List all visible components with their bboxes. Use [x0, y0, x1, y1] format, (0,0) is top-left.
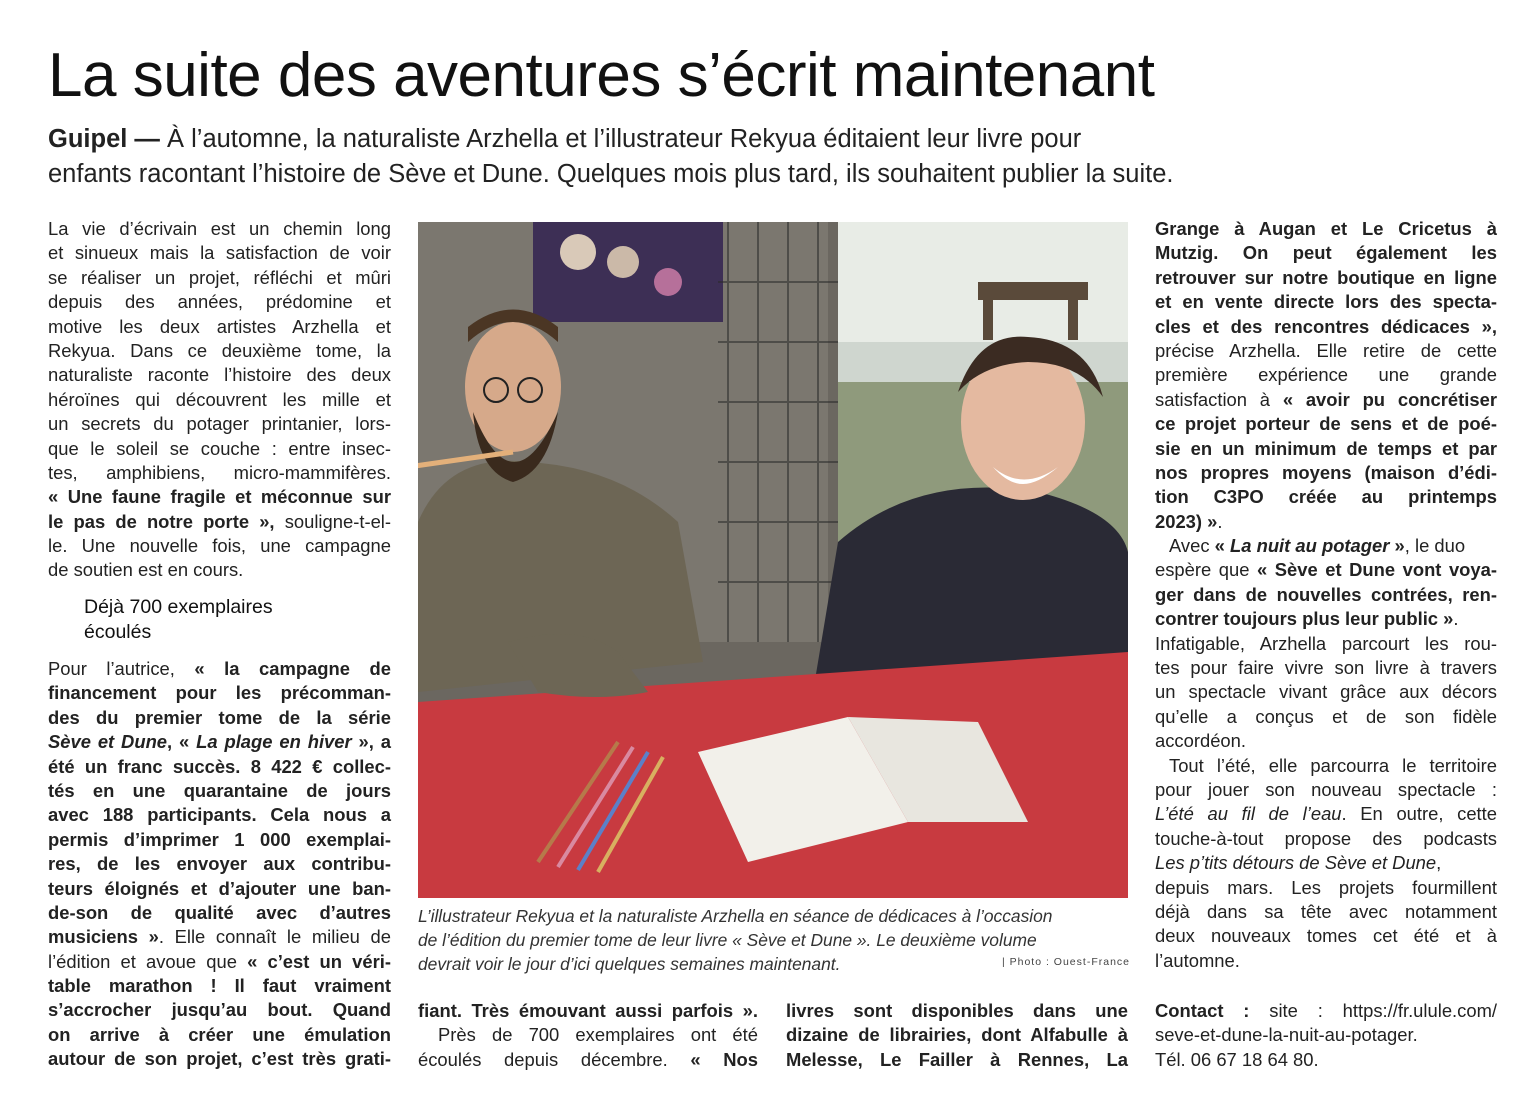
col1-line: de soutien est en cours. — [48, 559, 244, 581]
quote: « Sève et Dune vont voya- — [1256, 559, 1497, 581]
chapeau-line-2: enfants racontant l’histoire de Sève et Dune. Quelques mois plus tard, ils souhaitent publier la suite. — [48, 160, 1174, 188]
chapeau-line-1: À l’automne, la naturaliste Arzhella et l’illustrateur Rekyua éditaient leur livre pour — [159, 125, 1082, 153]
col4-line: accordéon. — [1155, 730, 1246, 752]
quote: fiant. Très émouvant aussi parfois ». — [418, 1000, 758, 1021]
quote: tion C3PO créée au printemps — [1155, 486, 1497, 508]
quote: Melesse, Le Failler à Rennes, La — [786, 1048, 1128, 1070]
quote: « avoir pu concrétiser — [1282, 388, 1497, 410]
col4-text: satisfaction à — [1155, 388, 1283, 410]
quote: retrouver sur notre boutique en ligne — [1155, 266, 1497, 288]
subheading — [84, 595, 384, 645]
quote: ger dans de nouvelles contrées, ren- — [1155, 583, 1497, 605]
col4-line: deux nouveaux tomes cet été et à — [1155, 925, 1497, 947]
col1-line: un secrets du potager printanier, lors- — [48, 413, 391, 435]
quote: livres sont disponibles dans une — [786, 1000, 1128, 1021]
column-1-part-2 — [48, 657, 391, 1072]
book-title: La plage en hiver — [196, 731, 352, 753]
quote: « la campagne de — [194, 658, 392, 679]
photo-credit: | Photo : Ouest-France — [1001, 956, 1130, 968]
quote: Mutzig. On peut également les — [1155, 242, 1497, 264]
quote: s’accrocher jusqu’au bout. Quand — [48, 999, 391, 1021]
quote: et en vente directe lors des specta- — [1155, 291, 1497, 313]
quote: nos propres moyens (maison d’édi- — [1155, 461, 1497, 483]
column-2 — [418, 999, 758, 1072]
col4-line: Tout l’été, elle parcourra le territoire — [1169, 754, 1497, 776]
quote: avec 188 participants. Cela nous a — [48, 804, 391, 826]
photo-illustration — [418, 222, 1128, 898]
col2-text: écoulés depuis décembre. — [418, 1048, 691, 1070]
quote: dizaine de librairies, dont Alfabulle à — [786, 1024, 1128, 1046]
col4-text: , — [1436, 852, 1442, 874]
col1-text: souligne-t-el- — [274, 510, 392, 532]
quote: », a — [351, 731, 391, 753]
caption-line: de l’édition du premier tome de leur livre « Sève et Dune ». Le deuxième volume — [418, 930, 1037, 950]
col1-line: tes, amphibiens, micro-mammifères. — [48, 461, 391, 483]
book-title: La nuit au potager — [1230, 535, 1390, 557]
col1-line: que le soleil se couche : entre insec- — [48, 437, 391, 459]
quote: été un franc succès. 8 422 € collec- — [48, 755, 391, 777]
quote: res, de les envoyer aux contribu- — [48, 853, 391, 875]
quote: contrer toujours plus leur public » — [1155, 608, 1454, 630]
col4-line: l’automne. — [1155, 949, 1240, 971]
contact-url[interactable]: seve-et-dune-la-nuit-au-potager. — [1155, 1024, 1418, 1046]
quote: tés en une quarantaine de jours — [48, 779, 391, 801]
quote: ce projet porteur de sens et de poé- — [1155, 413, 1497, 435]
quote: des du premier tome de la série — [48, 706, 391, 728]
quote: autour de son projet, c’est très grati- — [48, 1048, 391, 1070]
series-title: Sève et Dune — [48, 731, 168, 753]
article-photo — [418, 222, 1128, 898]
col4-text: Avec — [1169, 535, 1215, 557]
col1-line: se réaliser un projet, réfléchi et mûri — [48, 266, 391, 288]
photo-caption — [418, 904, 1130, 976]
column-1 — [48, 217, 391, 583]
col1-line: le. Une nouvelle fois, une campagne — [48, 535, 391, 557]
quote: « — [1214, 535, 1231, 557]
col1-line: motive les deux artistes Arzhella et — [48, 315, 391, 337]
col4-line: un spectacle vivant grâce aux décors — [1155, 681, 1497, 703]
quote: 2023) » — [1155, 510, 1218, 532]
quote: teurs éloignés et d’ajouter une ban- — [48, 877, 391, 899]
quote: permis d’imprimer 1 000 exemplai- — [48, 828, 391, 850]
col4-line: Infatigable, Arzhella parcourt les rou- — [1155, 632, 1497, 654]
col1-line: depuis des années, prédomine et — [48, 291, 391, 313]
col4-text: . — [1453, 608, 1459, 630]
col4-text: . En outre, cette — [1341, 803, 1497, 825]
headline: La suite des aventures s’écrit maintenant — [48, 41, 1155, 110]
chapeau-location: Guipel — — [48, 125, 160, 153]
quote: le pas de notre porte », — [48, 510, 275, 532]
quote: » — [1389, 535, 1405, 557]
col4-line: première expérience une grande — [1155, 364, 1497, 386]
subheading-line: écoulés — [84, 621, 152, 643]
col1-line: naturaliste raconte l’histoire des deux — [48, 364, 391, 386]
chapeau — [48, 122, 1488, 192]
col1-line: héroïnes qui découvrent les mille et — [48, 388, 391, 410]
quote: musiciens » — [48, 926, 159, 948]
podcast-title: Les p’tits détours de Sève et Dune — [1155, 852, 1437, 874]
contact-label: Contact : — [1155, 1000, 1250, 1021]
col1-line: Rekyua. Dans ce deuxième tome, la — [48, 339, 391, 361]
col4-line: tes pour faire vivre son livre à travers — [1155, 657, 1497, 679]
quote: financement pour les précomman- — [48, 682, 391, 704]
column-4 — [1155, 217, 1497, 973]
subheading-line: Déjà 700 exemplaires — [84, 596, 273, 618]
quote: « Nos — [690, 1048, 758, 1070]
col1-text: l’édition et avoue que — [48, 950, 248, 972]
col1-line: et sinueux mais la satisfaction de voir — [48, 242, 391, 264]
col1-text: . Elle connaît le milieu de — [158, 926, 392, 948]
col1-line: La vie d’écrivain est un chemin long — [48, 218, 391, 239]
col2-line: Près de 700 exemplaires ont été — [438, 1024, 758, 1046]
col4-line: déjà dans sa tête avec notamment — [1155, 900, 1497, 922]
caption-line: devrait voir le jour d’ici quelques semaines maintenant. — [418, 954, 841, 974]
quote: « c’est un véri- — [247, 950, 391, 972]
quote: sie en un minimum de temps et par — [1155, 437, 1497, 459]
quote: de-son de qualité avec d’autres — [48, 901, 391, 923]
quote: Grange à Augan et Le Cricetus à — [1155, 218, 1497, 239]
col4-line: pour jouer son nouveau spectacle : — [1155, 778, 1497, 800]
quote: , « — [167, 731, 197, 753]
contact-phone: Tél. 06 67 18 64 80. — [1155, 1048, 1319, 1070]
quote: cles et des rencontres dédicaces », — [1155, 315, 1497, 337]
quote: on arrive à créer une émulation — [48, 1023, 391, 1045]
col4-line: qu’elle a conçus et de son fidèle — [1155, 705, 1497, 727]
col4-line: précise Arzhella. Elle retire de cette — [1155, 339, 1497, 361]
contact-site[interactable]: site : https://fr.ulule.com/ — [1249, 1000, 1498, 1021]
col4-text: . — [1217, 510, 1223, 532]
caption-line: L’illustrateur Rekyua et la naturaliste Arzhella en séance de dédicaces à l’occasion — [418, 906, 1053, 926]
col4-line: touche-à-tout propose des podcasts — [1155, 827, 1497, 849]
column-3 — [786, 999, 1128, 1072]
col4-text: espère que — [1155, 559, 1257, 581]
contact-block — [1155, 999, 1497, 1072]
quote: « Une faune fragile et méconnue sur — [48, 486, 391, 508]
col1-text: Pour l’autrice, — [48, 658, 195, 679]
quote: table marathon ! Il faut vraiment — [48, 975, 391, 997]
col4-line: depuis mars. Les projets fourmillent — [1155, 876, 1497, 898]
col4-text: , le duo — [1404, 535, 1466, 557]
show-title: L’été au fil de l’eau — [1155, 803, 1342, 825]
